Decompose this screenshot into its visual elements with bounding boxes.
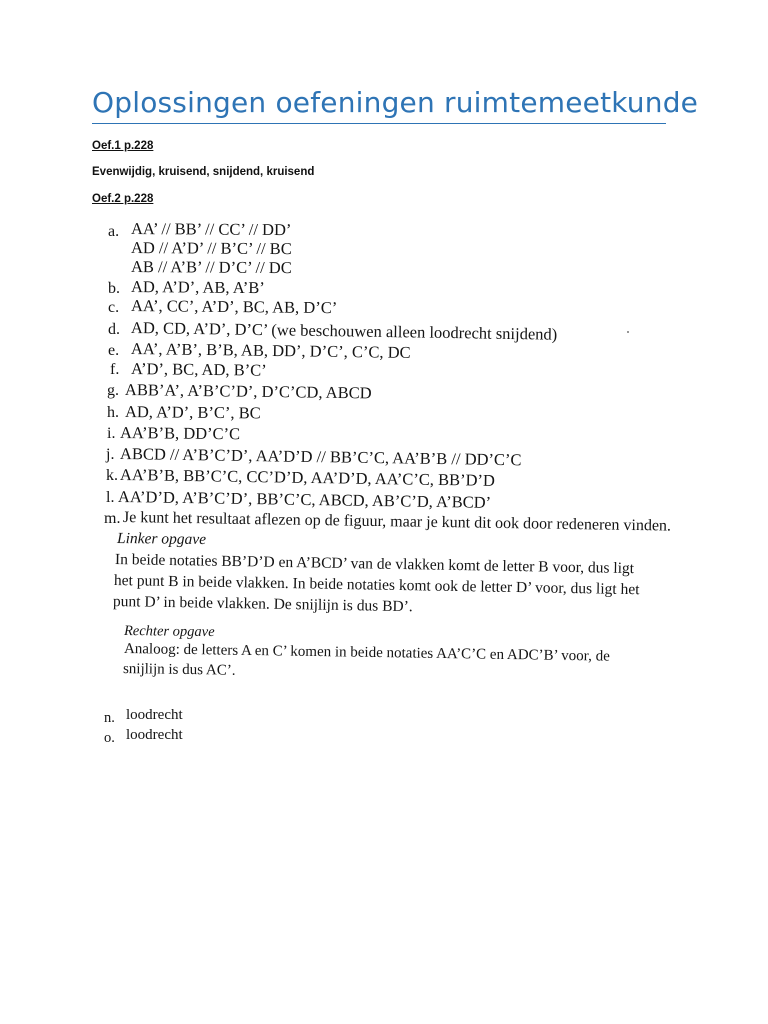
- item-label-o: o.: [104, 730, 115, 746]
- rechter-line-1: Analoog: de letters A en C’ komen in beide notaties AA’C’C en ADC’B’ voor, de: [123, 641, 610, 665]
- item-b-text: AD, A’D’, AB, A’B’: [130, 277, 265, 298]
- item-o-text: loodrecht: [126, 727, 183, 743]
- item-label-a: a.: [108, 223, 120, 240]
- oef1-answer: Evenwijdig, kruisend, snijdend, kruisend: [92, 166, 315, 178]
- rechter-opgave-heading: Rechter opgave: [123, 623, 215, 641]
- item-m-text: Je kunt het resultaat aflezen op de figuur, maar je kunt dit ook door redeneren vinden.: [122, 509, 672, 535]
- item-g-text: ABB’A’, A’B’C’D’, D’C’CD, ABCD: [124, 380, 372, 403]
- linker-opgave-heading: Linker opgave: [116, 530, 207, 549]
- item-a-line-1: AA’ // BB’ // CC’ // DD’: [130, 219, 292, 240]
- item-label-m: m.: [104, 510, 121, 527]
- item-label-e: e.: [108, 342, 120, 359]
- item-j-text: ABCD // A’B’C’D’, AA’D’D // BB’C’C, AA’B’B // DD’C’C: [119, 444, 522, 470]
- item-d-text: AD, CD, A’D’, D’C’ (we beschouwen alleen loodrecht snijdend): [130, 318, 558, 344]
- item-n-text: loodrecht: [126, 707, 183, 723]
- item-label-h: h.: [107, 404, 119, 421]
- item-label-n: n.: [104, 710, 115, 726]
- item-h-text: AD, A’D’, B’C’, BC: [124, 402, 261, 423]
- linker-line-3: punt D’ in beide vlakken. De snijlijn is dus BD’.: [112, 593, 413, 616]
- item-f-text: A’D’, BC, AD, B’C’: [130, 359, 267, 380]
- item-label-l: l.: [106, 489, 115, 506]
- item-label-f: f.: [110, 361, 120, 378]
- oef1-heading: Oef.1 p.228: [92, 140, 154, 152]
- item-label-b: b.: [108, 280, 120, 297]
- item-label-d: d.: [108, 321, 120, 338]
- item-label-i: i.: [107, 425, 116, 442]
- item-c-text: AA’, CC’, A’D’, BC, AB, D’C’: [130, 296, 338, 318]
- item-label-g: g.: [107, 382, 119, 399]
- item-label-c: c.: [108, 299, 120, 316]
- linker-line-1: In beide notaties BB’D’D en A’BCD’ van de vlakken komt de letter B voor, dus ligt: [114, 551, 635, 578]
- item-k-text: AA’B’B, BB’C’C, CC’D’D, AA’D’D, AA’C’C, BB’D’D: [119, 465, 496, 490]
- page-title: Oplossingen oefeningen ruimtemeetkunde: [92, 86, 699, 119]
- oef2-heading: Oef.2 p.228: [92, 193, 154, 205]
- item-e-text: AA’, A’B’, B’B, AB, DD’, D’C’, C’C, DC: [130, 339, 411, 362]
- item-i-text: AA’B’B, DD’C’C: [119, 423, 241, 444]
- linker-line-2: het punt B in beide vlakken. In beide notaties komt ook de letter D’ voor, dus ligt het: [113, 572, 640, 599]
- item-label-j: j.: [106, 446, 115, 463]
- scan-speck: [627, 331, 629, 333]
- rechter-line-2: snijlijn is dus AC’.: [122, 661, 236, 679]
- item-a-line-3: AB // A’B’ // D’C’ // DC: [130, 257, 292, 278]
- item-label-k: k.: [106, 467, 118, 484]
- item-a-line-2: AD // A’D’ // B’C’ // BC: [130, 238, 292, 259]
- item-l-text: AA’D’D, A’B’C’D’, BB’C’C, ABCD, AB’C’D, A’BCD’: [117, 487, 492, 512]
- title-underline: [92, 123, 666, 124]
